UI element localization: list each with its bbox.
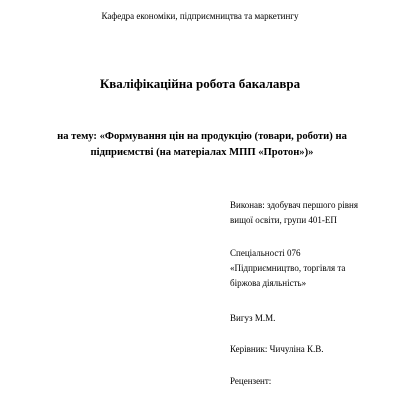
- author-block: [230, 198, 395, 228]
- specialty-block: [230, 246, 395, 291]
- work-topic: [36, 129, 368, 161]
- topic-line-2: підприємстві (на матеріалах МПП «Протон»)»: [90, 147, 314, 158]
- specialty-line-3: біржова діяльність»: [230, 278, 307, 288]
- specialty-line-2: «Підприємництво, торгівля та: [230, 263, 346, 273]
- specialty-line-1: Спеціальності 076: [230, 248, 301, 258]
- work-type-title: Кваліфікаційна робота бакалавра: [99, 76, 301, 91]
- topic-line-1: на тему: «Формування цін на продукцію (товари, роботи) на: [57, 131, 347, 142]
- author-line-1: Виконав: здобувач першого рівня: [230, 200, 358, 210]
- student-name: Вигуз М.М.: [230, 313, 276, 323]
- author-line-2: вищої освіти, групи 401-ЕП: [230, 215, 337, 225]
- supervisor-name: Керівник: Чичуліна К.В.: [230, 344, 324, 354]
- department-header: Кафедра економіки, підприємництва та маркетингу: [101, 11, 299, 21]
- reviewer-label: Рецензент:: [230, 376, 272, 386]
